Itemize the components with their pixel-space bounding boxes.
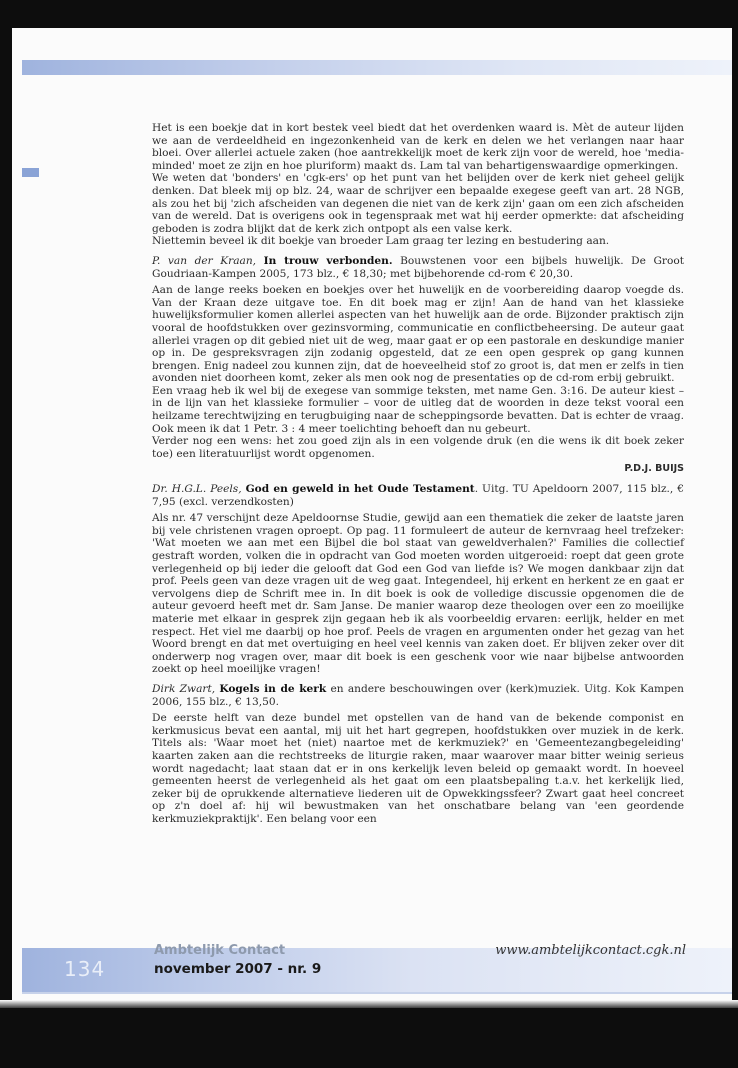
- review3-author: Dr. H.G.L. Peels,: [152, 483, 242, 496]
- scan-border-top: [0, 0, 738, 28]
- website-url: www.ambtelijkcontact.cgk.nl: [495, 943, 686, 958]
- review4-paragraph: De eerste helft van deze bundel met opstellen van de hand van de bekende componist en kerkmusicus bevat een aantal, mij uit het hart gegrepen, hoofdstukken over muziek in de kerk. Titels als: 'Waar moet het (niet) naartoe met de kerkmuziek?' en 'Gemeentezangbegeleiding' kaarten zaken aan die rechtstreeks de liturgie raken, maar waarover maar bitter weinig serieus wordt nagedacht; laat staan dat er in ons kerkelijk leven beleid op gemaakt wordt. In hoeveel gemeenten heerst de verlegenheid als het gaat om een plaatsbepaling t.a.v. het kerkelijk lied, zeker bij de oprukkende alternatieve liederen uit de Opwekkingssfeer? Zwart gaat heel concreet op z'n doel af: hij wil bewustmaken van het onschatbare belang van 'een geordende kerkmuziekpraktijk'. Een belang voor een: [152, 712, 684, 825]
- magazine-issue: november 2007 - nr. 9: [154, 961, 322, 977]
- review2-paragraph: Verder nog een wens: het zou goed zijn als in een volgende druk (en die wens ik dit boek zeker toe) een literatuurlijst wordt opgenomen.: [152, 435, 684, 460]
- review3-title: God en geweld in het Oude Testament: [245, 483, 475, 496]
- header-color-band: [22, 60, 732, 75]
- scan-border-left: [0, 0, 12, 1068]
- scan-border-right: [732, 0, 738, 1068]
- footer-divider: [22, 992, 732, 994]
- review3-details: . Uitg. TU Apeldoorn 2007, 115 blz., € 7,95 (excl. verzendkosten): [152, 483, 684, 508]
- side-marker-tab: [22, 168, 39, 177]
- review4-author: Dirk Zwart,: [152, 682, 216, 695]
- review2-paragraph: Een vraag heb ik wel bij de exegese van sommige teksten, met name Gen. 3:16. De auteur kiest – in de lijn van het klassieke formulier – voor de uitleg dat de woorden in deze tekst vooral een heilzame terechtwijzing en terugbuiging naar de scheppingsorde bevatten. Dat is echter de vraag. Ook meen ik dat 1 Petr. 3 : 4 meer toelichting behoeft dan nu gebeurt.: [152, 384, 684, 435]
- article-body: [152, 122, 684, 825]
- review2-heading: [152, 255, 684, 280]
- review2-paragraph: Aan de lange reeks boeken en boekjes over het huwelijk en de voorbereiding daarop voegde ds. Van der Kraan deze uitgave toe. En dit boek mag er zijn! Aan de hand van het klassieke huwelijksformulier komen allerlei aspecten van het huwelijk aan de orde. Bijzonder praktisch zijn vooral de hoofdstukken over gezinsvorming, communicatie en conflictbeheersing. De auteur gaat allerlei vragen op dit gebied niet uit de weg, maar gaat er op een pastorale en deskundige manier op in. De gespreksvragen zijn zodanig opgesteld, dat ze een open gesprek op gang kunnen brengen. Enig nadeel zou kunnen zijn, dat de hoeveelheid stof zo groot is, dat men er zelfs in tien avonden niet doorheen komt, zeker als men ook nog de presentaties op de cd-rom erbij gebruikt.: [152, 284, 684, 385]
- review1-paragraph: Niettemin beveel ik dit boekje van broeder Lam graag ter lezing en bestudering aan.: [152, 235, 610, 248]
- review2-author: P. van der Kraan,: [152, 254, 257, 267]
- review3-heading: [152, 483, 684, 508]
- review2-signature: P.D.J. BUIJS: [624, 463, 684, 475]
- review4-heading: [152, 683, 684, 708]
- scan-border-bottom: [0, 1008, 738, 1068]
- review4-title: Kogels in de kerk: [219, 682, 327, 695]
- page-number: 134: [64, 957, 106, 981]
- review4-details: en andere beschouwingen over (kerk)muziek. Uitg. Kok Kampen 2006, 155 blz., € 13,50.: [152, 682, 684, 708]
- review1-paragraph: We weten dat 'bonders' en 'cgk-ers' op het punt van het belijden over de kerk niet geheel gelijk denken. Dat bleek mij op blz. 24, waar de schrijver een bepaalde exegese geeft van art. 28 NGB, als zou het bij 'zich afscheiden van degenen die niet van de kerk zijn' gaan om een zich afscheiden van de wereld. Dat is overigens ook in tegenspraak met wat hij eerder opmerkte: dat afscheiding geboden is zodra blijkt dat de kerk zich ontpopt als een valse kerk.: [152, 172, 684, 235]
- review2-title: In trouw verbonden.: [263, 254, 393, 267]
- review3-paragraph: Als nr. 47 verschijnt deze Apeldoornse Studie, gewijd aan een thematiek die zeker de laatste jaren bij vele christenen vragen oproept. Op pag. 11 formuleert de auteur de kernvraag heel trefzeker: 'Wat moeten we aan met een Bijbel die bol staat van geweldverhalen?' Families die collectief gestraft worden, volken die in opdracht van God moeten worden uitgeroeid: roept dat geen grote verlegenheid op bij ieder die gelooft dat God een God van liefde is? We mogen dankbaar zijn dat prof. Peels geen van deze vragen uit de weg gaat. Integendeel, hij erkent en herkent ze en gaat er vervolgens diep de Schrift mee in. In dit boek is ook de volledige discussie opgenomen die de auteur gevoerd heeft met dr. Sam Janse. De manier waarop deze theologen over een zo moeilijke materie met elkaar in gesprek zijn gegaan heb ik als voorbeeldig ervaren: eerlijk, helder en met respect. Het viel me daarbij op hoe prof. Peels de vragen en argumenten onder het gezag van het Woord brengt en dat met overtuiging en heel veel kennis van zaken doet. Er blijven zeker over dit onderwerp nog vragen over, maar dit boek is een geschenk voor wie naar bijbelse antwoorden zoekt op heel moeilijke vragen!: [152, 512, 684, 676]
- review2-details: Bouwstenen voor een bijbels huwelijk. De Groot Goudriaan-Kampen 2005, 173 blz., € 18,30; met bijbehorende cd-rom € 20,30.: [152, 254, 684, 280]
- review1-paragraph: Het is een boekje dat in kort bestek veel biedt dat het overdenken waard is. Mèt de auteur lijden we aan de verdeeldheid en ingezonkenheid van de kerk en delen we het verlangen naar haar bloei. Over allerlei actuele zaken (hoe aantrekkelijk moet de kerk zijn voor de wereld, hoe 'media-minded' moet ze zijn en hoe pluriform) maakt ds. Lam tal van behartigenswaardige opmerkingen.: [152, 122, 684, 172]
- magazine-name: Ambtelijk Contact: [154, 943, 286, 958]
